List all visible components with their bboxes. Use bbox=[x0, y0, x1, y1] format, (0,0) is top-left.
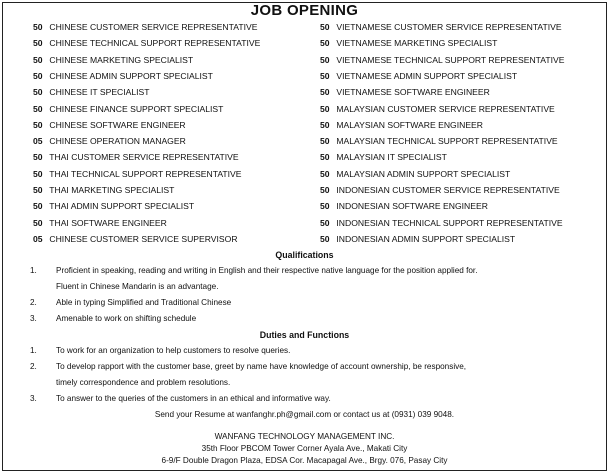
job-row bbox=[320, 234, 515, 245]
job-role: THAI TECHNICAL SUPPORT REPRESENTATIVE bbox=[49, 168, 242, 179]
job-role: MALAYSIAN TECHNICAL SUPPORT REPRESENTATIVE bbox=[336, 136, 558, 147]
job-row bbox=[320, 87, 490, 98]
job-row bbox=[33, 71, 213, 82]
job-row bbox=[320, 136, 558, 147]
job-row bbox=[33, 22, 257, 33]
job-quantity: 50 bbox=[320, 54, 330, 65]
job-quantity: 50 bbox=[320, 168, 330, 179]
job-row bbox=[33, 104, 223, 115]
job-quantity: 50 bbox=[320, 217, 330, 228]
job-row bbox=[320, 185, 560, 196]
job-quantity: 50 bbox=[33, 38, 43, 49]
job-role: THAI SOFTWARE ENGINEER bbox=[49, 217, 167, 228]
company-name: WANFANG TECHNOLOGY MANAGEMENT INC. bbox=[214, 432, 395, 441]
job-posting: JOB OPENING 50 CHINESE CUSTOMER SERVICE REPRESENTATIVE 50 CHINESE TECHNICAL SUPPORT REPRESENTATIVE 50 CHINESE MARKETING SPECIALIST 50 CHINESE ADMIN SUPPORT SPECIALIST 50 CHINESE IT SPECIALIST 50 CHINESE FINANCE SUPPORT SPECIALIST 50 CHINESE SOFTWARE ENGINEER 05 CHINESE OPERATION MANAGER 50 THAI CUSTOMER SERVICE REPRESENTATIVE 50 THAI TECHNICAL SUPPORT REPRESENTATIVE 50 THAI MARKETING SPECIALIST 50 THAI ADMIN SUPPORT SPECIALIST 50 THAI SOFTWARE ENGINEER 05 CHINESE CUSTOMER SERVICE SUPERVISOR 50 VIETNAMESE CUSTOMER SERVICE REPRESENTATIVE 50 VIETNAMESE MARKETING SPECIALIST 50 VIETNAMESE TECHNICAL SUPPORT REPRESENTATIVE 50 VIETNAMESE ADMIN SUPPORT SPECIALIST 50 VIETNAMESE SOFTWARE ENGINEER 50 MALAYSIAN CUSTOMER SERVICE REPRESENTATIVE 50 MALAYSIAN SOFTWARE ENGINEER 50 MALAYSIAN TECHNICAL SUPPORT REPRESENTATIVE 50 MALAYSIAN IT SPECIALIST 50 MALAYSIAN ADMIN SUPPORT SPECIALIST 50 INDONESIAN CUSTOMER SERVICE REPRESENTATIVE 50 INDONESIAN SOFTWARE ENGINEER 50 INDONESIAN TECHNICAL SUPPORT REPRESENTATIVE 50 INDONESIAN ADMIN SUPPORT SPECIALIST Qualifications 1. Proficient in speaking, reading and writing in English and their respective native language for the position applied for. Fluent in Chinese Mandarin is an advantage. 2. Able in typing Simplified and Traditional Chinese 3. Amenable to work on shifting schedule Duties and Functions 1. To work for an organization to help customers to resolve queries. 2. To develop rapport with the customer base, greet by name have knowledge of account ownership, be responsive, timely correspondence and problem resolutions. 3. To answer to the queries of the customers in an ethical and informative way. Send your Resume at wanfanghr.ph@gmail.com or contact us at (0931) 039 9048. WANFANG TECHNOLOGY MANAGEMENT INC. 35th Floor PBCOM Tower Corner Ayala Ave., Makati City 6-9/F Double Dragon Plaza, EDSA Cor. Macapagal Ave., Brgy. 076, Pasay City bbox=[0, 0, 609, 473]
job-role: CHINESE TECHNICAL SUPPORT REPRESENTATIVE bbox=[49, 38, 261, 49]
job-quantity: 05 bbox=[33, 233, 43, 244]
job-role: CHINESE MARKETING SPECIALIST bbox=[49, 54, 194, 65]
page-title: JOB OPENING bbox=[250, 2, 359, 19]
job-quantity: 50 bbox=[320, 103, 330, 114]
job-quantity: 50 bbox=[320, 119, 330, 130]
job-row bbox=[320, 169, 510, 180]
job-row bbox=[320, 55, 565, 66]
job-quantity: 50 bbox=[33, 152, 43, 163]
job-row bbox=[33, 87, 150, 98]
job-row bbox=[33, 185, 174, 196]
job-quantity: 50 bbox=[320, 185, 330, 195]
job-quantity: 50 bbox=[33, 168, 43, 179]
job-quantity: 50 bbox=[33, 185, 43, 195]
job-quantity: 50 bbox=[320, 201, 330, 212]
job-row bbox=[320, 22, 562, 33]
job-row bbox=[320, 71, 517, 82]
job-role: VIETNAMESE MARKETING SPECIALIST bbox=[336, 38, 498, 49]
job-role: VIETNAMESE TECHNICAL SUPPORT REPRESENTATIVE bbox=[336, 54, 565, 65]
job-row bbox=[33, 136, 186, 147]
job-quantity: 50 bbox=[33, 103, 43, 114]
job-quantity: 50 bbox=[320, 22, 330, 32]
job-row bbox=[33, 55, 193, 66]
job-role: VIETNAMESE ADMIN SUPPORT SPECIALIST bbox=[336, 70, 518, 81]
job-row bbox=[320, 201, 488, 212]
job-role: CHINESE IT SPECIALIST bbox=[49, 87, 150, 98]
job-role: CHINESE ADMIN SUPPORT SPECIALIST bbox=[49, 70, 213, 81]
job-role: THAI ADMIN SUPPORT SPECIALIST bbox=[49, 201, 195, 212]
job-role: CHINESE OPERATION MANAGER bbox=[49, 136, 186, 147]
job-row bbox=[320, 120, 483, 131]
job-role: THAI CUSTOMER SERVICE REPRESENTATIVE bbox=[49, 152, 239, 163]
job-quantity: 50 bbox=[33, 217, 43, 228]
job-quantity: 50 bbox=[320, 152, 330, 163]
job-role: CHINESE CUSTOMER SERVICE REPRESENTATIVE bbox=[49, 22, 258, 32]
job-quantity: 50 bbox=[320, 136, 330, 147]
job-row bbox=[320, 104, 555, 115]
job-quantity: 50 bbox=[33, 201, 43, 212]
job-row bbox=[33, 201, 194, 212]
job-quantity: 50 bbox=[320, 70, 330, 81]
job-role: CHINESE CUSTOMER SERVICE SUPERVISOR bbox=[49, 233, 238, 244]
duties-heading: Duties and Functions bbox=[259, 330, 350, 340]
job-row bbox=[33, 120, 186, 131]
job-quantity: 50 bbox=[320, 233, 330, 244]
job-row bbox=[320, 152, 447, 163]
qualifications-heading: Qualifications bbox=[275, 250, 334, 260]
job-quantity: 50 bbox=[33, 119, 43, 130]
contact-line: Send your Resume at wanfanghr.ph@gmail.com or contact us at (0931) 039 9048. bbox=[154, 410, 455, 419]
job-row bbox=[320, 218, 563, 229]
job-quantity: 50 bbox=[33, 22, 43, 32]
job-role: MALAYSIAN IT SPECIALIST bbox=[336, 152, 447, 163]
company-address-1: 35th Floor PBCOM Tower Corner Ayala Ave., Makati City bbox=[201, 444, 408, 453]
job-role: MALAYSIAN ADMIN SUPPORT SPECIALIST bbox=[336, 168, 511, 179]
job-role: INDONESIAN ADMIN SUPPORT SPECIALIST bbox=[336, 233, 516, 244]
job-role: MALAYSIAN CUSTOMER SERVICE REPRESENTATIVE bbox=[336, 103, 555, 114]
job-quantity: 50 bbox=[33, 87, 43, 98]
job-role: INDONESIAN TECHNICAL SUPPORT REPRESENTATIVE bbox=[336, 217, 563, 228]
job-role: VIETNAMESE CUSTOMER SERVICE REPRESENTATIVE bbox=[336, 22, 562, 32]
job-quantity: 50 bbox=[320, 87, 330, 98]
job-row bbox=[33, 234, 238, 245]
job-row bbox=[33, 38, 260, 49]
job-role: CHINESE SOFTWARE ENGINEER bbox=[49, 119, 186, 130]
job-role: THAI MARKETING SPECIALIST bbox=[49, 185, 175, 195]
job-quantity: 50 bbox=[33, 54, 43, 65]
job-row bbox=[320, 38, 497, 49]
job-row bbox=[33, 218, 167, 229]
job-quantity: 05 bbox=[33, 136, 43, 147]
job-row bbox=[33, 152, 239, 163]
job-role: INDONESIAN CUSTOMER SERVICE REPRESENTATIVE bbox=[336, 185, 560, 195]
job-role: VIETNAMESE SOFTWARE ENGINEER bbox=[336, 87, 490, 98]
company-address-2: 6-9/F Double Dragon Plaza, EDSA Cor. Macapagal Ave., Brgy. 076, Pasay City bbox=[161, 456, 448, 465]
job-quantity: 50 bbox=[33, 70, 43, 81]
job-role: CHINESE FINANCE SUPPORT SPECIALIST bbox=[49, 103, 224, 114]
job-role: INDONESIAN SOFTWARE ENGINEER bbox=[336, 201, 488, 212]
job-role: MALAYSIAN SOFTWARE ENGINEER bbox=[336, 119, 483, 130]
job-row bbox=[33, 169, 242, 180]
job-quantity: 50 bbox=[320, 38, 330, 49]
